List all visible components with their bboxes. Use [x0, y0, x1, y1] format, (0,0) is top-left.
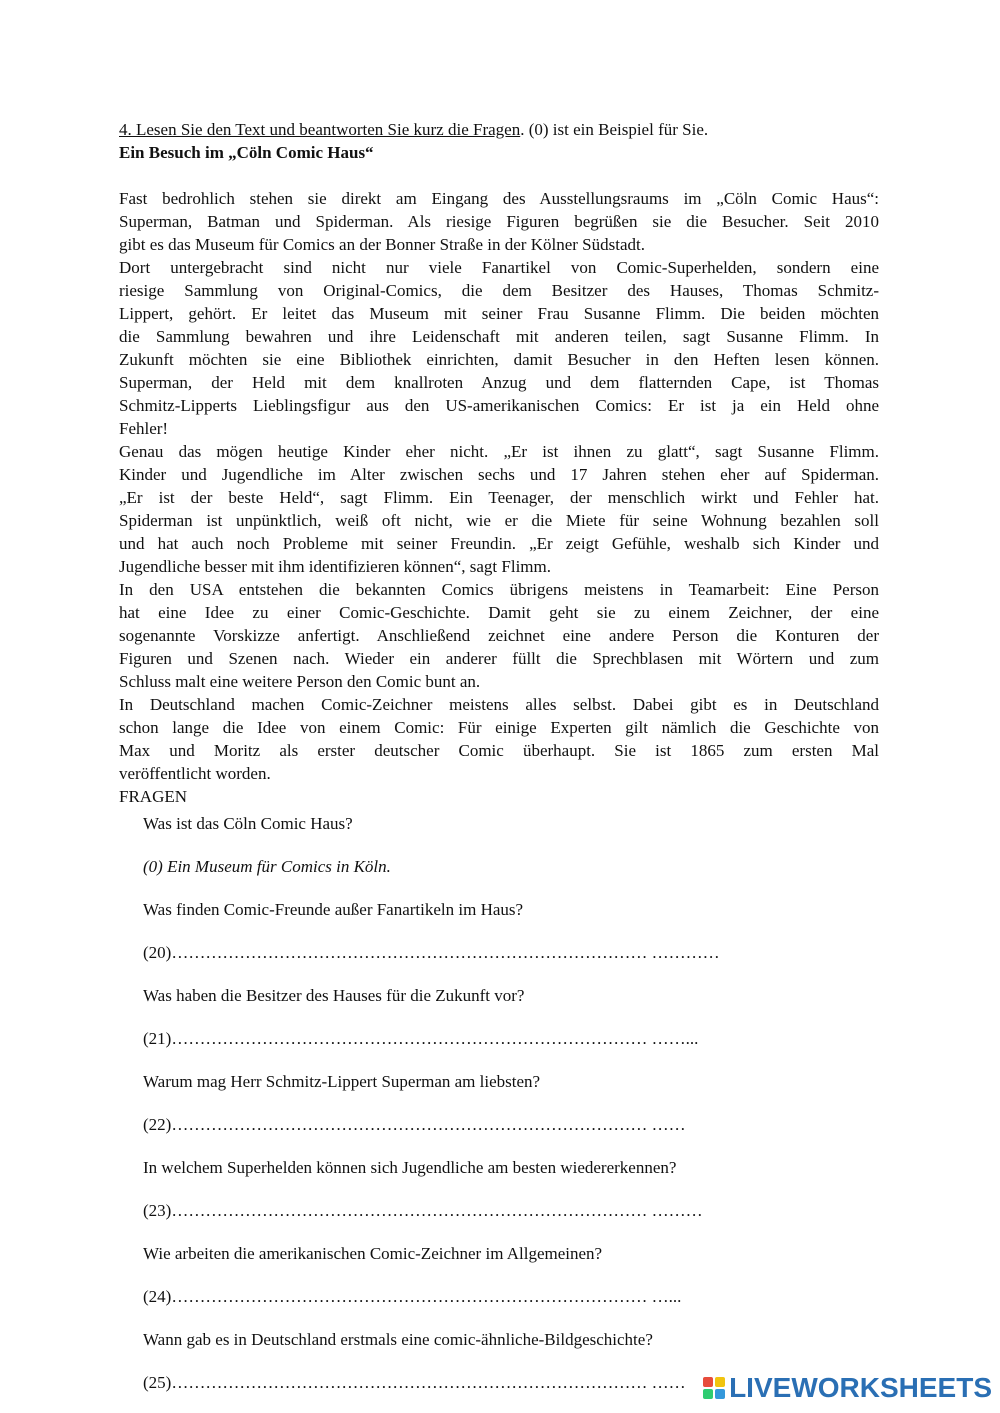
article-title: Ein Besuch im „Cöln Comic Haus“	[119, 143, 374, 162]
question: Wann gab es in Deutschland erstmals eine comic-ähnliche-Bildgeschichte?	[143, 1330, 653, 1349]
article-line: Max und Moritz als erster deutscher Comic überhaupt. Sie ist 1865 zum ersten Mal	[119, 741, 879, 760]
article-line: gibt es das Museum für Comics an der Bonner Straße in der Kölner Südstadt.	[119, 235, 645, 254]
article-line: Schluss malt eine weitere Person den Comic bunt an.	[119, 672, 481, 691]
answer-line[interactable]: (21)………………………………………………………………………… ……...	[143, 1029, 699, 1048]
example-answer: (0) Ein Museum für Comics in Köln.	[143, 857, 391, 876]
question: Warum mag Herr Schmitz-Lippert Superman am liebsten?	[143, 1072, 541, 1091]
logo-square-3	[703, 1389, 713, 1399]
article-text	[119, 187, 879, 785]
article-line: Genau das mögen heutige Kinder eher nicht. „Er ist ihnen zu glatt“, sagt Susanne Flimm.	[119, 442, 879, 461]
article-line: Lippert, gehört. Er leitet das Museum mit seiner Frau Susanne Flimm. Die beiden möchten	[119, 304, 879, 323]
question: Was haben die Besitzer des Hauses für die Zukunft vor?	[143, 986, 525, 1005]
liveworksheets-logo	[703, 1373, 992, 1403]
article-line: „Er ist der beste Held“, sagt Flimm. Ein Teenager, der menschlich wirkt und Fehler hat.	[119, 488, 879, 507]
logo-square-2	[715, 1377, 725, 1387]
instruction-underlined: 4. Lesen Sie den Text und beantworten Sie kurz die Fragen	[119, 120, 521, 139]
article-line: Figuren und Szenen nach. Wieder ein anderer füllt die Sprechblasen mit Wörtern und zum	[119, 649, 879, 668]
article-line: sogenannte Vorskizze anfertigt. Anschließend zeichnet eine andere Person die Konturen der	[119, 626, 879, 645]
article-line: Schmitz-Lipperts Lieblingsfigur aus den US-amerikanischen Comics: Er ist ja ein Held ohne	[119, 396, 879, 415]
article-line: In Deutschland machen Comic-Zeichner meistens alles selbst. Dabei gibt es in Deutschland	[119, 695, 879, 714]
worksheet-page	[119, 118, 879, 1406]
answer-line[interactable]: (24)………………………………………………………………………… …...	[143, 1287, 682, 1306]
article-line: Zukunft möchten sie eine Bibliothek einrichten, damit Besucher in den Heften lesen können.	[119, 350, 879, 369]
article-line: riesige Sammlung von Original-Comics, die dem Besitzer des Hauses, Thomas Schmitz-	[119, 281, 879, 300]
logo-icon	[703, 1377, 725, 1399]
article-line: Fehler!	[119, 419, 169, 438]
article-line: schon lange die Idee von einem Comic: Für einige Experten gilt nämlich die Geschichte von	[119, 718, 879, 737]
article-line: die Sammlung bewahren und ihre Leidenschaft mit anderen teilen, sagt Susanne Flimm. In	[119, 327, 879, 346]
article-line: Spiderman ist unpünktlich, weiß oft nicht, wie er die Miete für seine Wohnung bezahlen soll	[119, 511, 879, 530]
question: Was finden Comic-Freunde außer Fanartikeln im Haus?	[143, 900, 524, 919]
fragen-heading: FRAGEN	[119, 787, 188, 806]
article-line: Superman, Batman und Spiderman. Als riesige Figuren begrüßen sie die Besucher. Seit 2010	[119, 212, 879, 231]
brand-name: LIVEWORKSHEETS	[729, 1372, 992, 1403]
article-line: veröffentlicht worden.	[119, 764, 271, 783]
answer-line[interactable]: (23)………………………………………………………………………… ………	[143, 1201, 703, 1220]
question: In welchem Superhelden können sich Jugendliche am besten wiedererkennen?	[143, 1158, 677, 1177]
article-line: Superman, der Held mit dem knallroten Anzug und dem flatternden Cape, ist Thomas	[119, 373, 879, 392]
logo-square-1	[703, 1377, 713, 1387]
logo-square-4	[715, 1389, 725, 1399]
article-line: hat eine Idee zu einer Comic-Geschichte. Damit geht sie zu einem Zeichner, der eine	[119, 603, 879, 622]
answer-line[interactable]: (20)………………………………………………………………………… …………	[143, 943, 720, 962]
answer-line[interactable]: (22)………………………………………………………………………… ……	[143, 1115, 686, 1134]
article-line: und hat auch noch Probleme mit seiner Freundin. „Er zeigt Gefühle, weshalb sich Kinder und	[119, 534, 879, 553]
question: Was ist das Cöln Comic Haus?	[143, 814, 353, 833]
instruction	[119, 118, 879, 141]
article-line: Jugendliche besser mit ihm identifizieren können“, sagt Flimm.	[119, 557, 551, 576]
instruction-rest: . (0) ist ein Beispiel für Sie.	[520, 120, 709, 139]
article-line: Dort untergebracht sind nicht nur viele Fanartikel von Comic-Superhelden, sondern eine	[119, 258, 879, 277]
questions-list	[119, 808, 879, 1406]
article-line: Fast bedrohlich stehen sie direkt am Eingang des Ausstellungsraums im „Cöln Comic Haus“:	[119, 189, 879, 208]
article-line: Kinder und Jugendliche im Alter zwischen sechs und 17 Jahren stehen eher auf Spiderman.	[119, 465, 879, 484]
answer-line[interactable]: (25)………………………………………………………………………… ……	[143, 1373, 686, 1392]
question: Wie arbeiten die amerikanischen Comic-Zeichner im Allgemeinen?	[143, 1244, 603, 1263]
article-line: In den USA entstehen die bekannten Comics übrigens meistens in Teamarbeit: Eine Person	[119, 580, 879, 599]
